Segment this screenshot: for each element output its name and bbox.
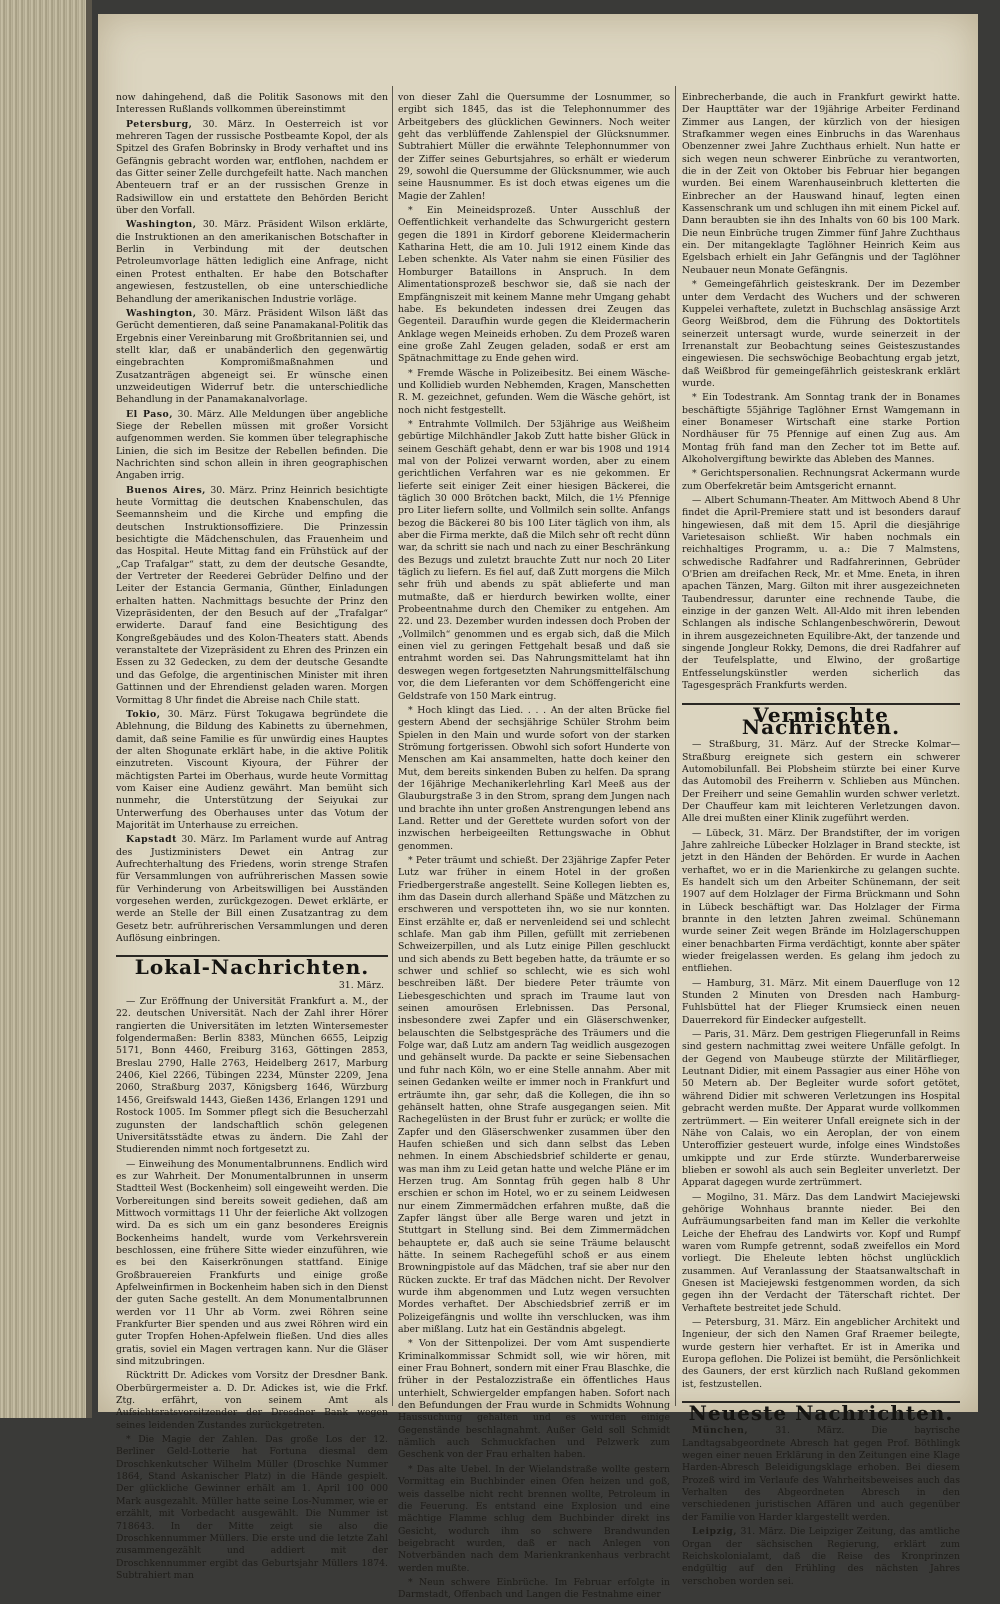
- article: * Die Magie der Zahlen. Das große Los der 12. Berliner Geld-Lotterie hat Fortuna diesmal dem Droschkenkutscher Wilhelm Müller (Droschke Nummer 1864, Stand Askanischer Platz) in die Hände gespielt. Der glückliche Gewinner erhält am 1. April 100 000 Mark ausgezahlt. Müller hatte seine Los-Nummer, wie er erzählt, mit Vorbedacht ausgewählt. Die Nummer ist 718643. In der Mitte zeigt sie also die Droschkennummer Müllers. Die erste und die letzte Zahl zusammengezählt und addiert mit der Droschkennummer ergibt das Geburtsjahr Müllers 1874. Subtrahiert man: [116, 1434, 388, 1581]
- article: [682, 1526, 960, 1588]
- dateline: Petersburg,: [126, 118, 193, 130]
- article: [116, 308, 388, 407]
- column-2: [398, 92, 670, 1604]
- article-text: 31. März. Die bayrische Landtagsabgeordnete Abresch hat gegen Prof. Böthlingk wegen einer neuen Erklärung in den Zeitungen eine Klage Harden-Abresch Beleidigungsklage erhoben. Bei diesem Prozeß wird im Verlaufe des Wahrheitsbeweises auch das Verhalten des Abgeordneten Abresch in den verschiedenen juristischen Affären und auch gegenüber der Familie von Harder klargestellt werden.: [682, 1425, 960, 1523]
- article-text: 30. März. Prinz Heinrich besichtigte heute Vormittag die deutschen Knabenschulen, das Seemannsheim und die Kirche und empfing die deutschen Instruktionsoffiziere. Die Prinzessin besichtigte die Mädchenschulen, das Frauenheim und das Hospital. Heute Mittag fand ein Frühstück auf der „Cap Trafalgar“ statt, zu dem der deutsche Gesandte, der Vertreter der Reederei Gebrüder Delfino und der Leiter der Estancia Germania, Günther, Einladungen erhalten hatten. Nachmittags besuchte der Prinz den Vizepräsidenten, der den Besuch auf der „Trafalgar“ erwiderte. Darauf fand eine Besichtigung des Kongreßgebäudes und des Kolon-Theaters statt. Abends veranstaltete der Vizepräsident zu Ehren des Prinzen ein Essen zu 32 Gedecken, zu dem der deutsche Gesandte und das Gefolge, die argentinischen Minister mit ihren Gattinnen und der Ehrendienst geladen waren. Morgen Vormittag 8 Uhr findet die Abreise nach Chile statt.: [116, 484, 388, 706]
- article-text: 31. März. Die Leipziger Zeitung, das amtliche Organ der sächsischen Regierung, erklärt zum Reichskolonialamt, daß die Reise des Kronprinzen endgültig auf den Frühling des nächsten Jahres verschoben worden sei.: [682, 1526, 960, 1587]
- dateline: El Paso,: [126, 408, 173, 420]
- section-heading-neueste: Neueste Nachrichten.: [682, 1401, 960, 1419]
- article: * Peter träumt und schießt. Der 23jährige Zapfer Peter Lutz war früher in einem Hotel in der großen Friedbergerstraße angestellt. Seine Kollegen liebten es, ihm das Dasein durch allerhand Späße und Mätzchen zu erschweren und verspotteten ihn, wo sie nur konnten. Einst erzählte er, daß er nervenleidend sei und schlecht schlafe. Man gab ihm Pillen, gefüllt mit zerriebenen Schweizerpillen, und als Lutz einige Pillen geschluckt und sich abends zu Bett begeben hatte, da träumte er so schwer und schlief so schlecht, wie es sich wohl beschreiben läßt. Der biedere Peter träumte von Liebesgeschichten und sprach im Traume laut von seinen amourösen Erlebnissen. Das Personal, insbesondere zwei Zapfer und ein Gläserschwenker, belauschten die Selbstgespräche des Träumers und die Folge war, daß Lutz am andern Tag weidlich ausgezogen und gehänselt wurde. Da packte er seine Siebensachen und fuhr nach Köln, wo er eine Stelle annahm. Aber mit seinen Gedanken weilte er immer noch in Frankfurt und erträumte ihn, gar sehr, daß die Kollegen, die ihn so gehänselt hatten, ohne Strafe ausgegangen seien. Mit Rachegelüsten in der Brust fuhr er zurück; er wollte die Zapfer und den Gläserschwenker zusammen über den Haufen schießen und sich dann selbst das Leben nehmen. In einem Abschiedsbrief schilderte er genau, was man ihm zu Leid getan hatte und welche Pläne er im Herzen trug. Am Sonntag früh gegen halb 8 Uhr erschien er schon im Hotel, wo er zu seinem Leidwesen nur einem Zimmermädchen erfahren mußte, daß die Zapfer längst über alle Berge waren und jetzt in Stuttgart in Stellung sind. Bei dem Zimmermädchen behauptete er, daß auch sie seine Träume belauscht hätte. In seinem Rachegefühl schoß er aus einem Browningpistole auf das Mädchen, traf sie aber nur den Rücken zuckte. Er traf das Mädchen nicht. Der Revolver wurde ihm abgenommen und Lutz wegen versuchten Mordes verhaftet. Der Abschiedsbrief zerriß er im Polizeigefängnis und wollte ihn verschlucken, was ihm aber mißlang. Lutz hat ein Geständnis abgelegt.: [398, 854, 670, 1336]
- section-heading-vermischte: Vermischte Nachrichten.: [682, 703, 960, 734]
- article: * Von der Sittenpolizei. Der vom Amt suspendierte Kriminalkommissar Schmidt soll, wie wir hören, mit einer Frau Bohnert, sondern mit einer Frau Blaschke, die früher in der Pestalozzistraße ein öffentliches Haus unterhielt, Schwiergelder empfangen haben. Sofort nach den Befundungen der Frau wurde in Schmidts Wohnung Haussuchung gehalten und es wurden einige Gegenstände beschlagnahmt. Außer Geld soll Schmidt nämlich auch Schmuckfachen und Pelzwerk zum Geschenk von der Frau erhalten haben.: [398, 1338, 670, 1461]
- article: [116, 409, 388, 483]
- article: * Ein Meineidsprozeß. Unter Ausschluß der Oeffentlichkeit verhandelte das Schwurgericht gestern gegen die 1891 in Kirdorf geborene Kleidermacherin Katharina Hett, die am 10. Juli 1912 einem Kinde das Leben schenkte. Als Vater nahm sie einen Füsilier des Homburger Bataillons in Anspruch. In dem Alimentationsprozeß beschwor sie, daß sie nach der Empfängniszeit mit keinem Manne mehr Umgang gehabt habe. Es bekundeten indessen drei Zeugen das Gegenteil. Daraufhin wurde gegen die Kleidermacherin Anklage wegen Meineids erhoben. Zu dem Prozeß waren eine große Zahl Zeugen geladen, sodaß er erst am Spätnachmittage zu Ende gehen wird.: [398, 205, 670, 365]
- dateline: Buenos Aires,: [126, 484, 206, 496]
- dateline: Tokio,: [126, 708, 161, 720]
- section-heading-lokal: Lokal-Nachrichten.: [116, 955, 388, 973]
- article: * Ein Todestrank. Am Sonntag trank der in Bonames beschäftigte 55jährige Taglöhner Ernst Wamgemann in einer Bonameser Wirtschaft eine starke Portion Nordhäuser für 75 Pfennige auf einen Zug aus. Am Montag früh fand man den Zecher tot im Bette auf. Alkoholvergiftung bewirkte das Ableben des Mannes.: [682, 392, 960, 465]
- column-rule: [392, 86, 393, 1406]
- article: — Zur Eröffnung der Universität Frankfurt a. M., der 22. deutschen Universität. Nach der Zahl ihrer Hörer rangierten die Universitäten im letzten Wintersemester folgendermaßen: Berlin 8383, München 6655, Leipzig 5171, Bonn 4460, Freiburg 3163, Göttingen 2853, Breslau 2790, Halle 2763, Heidelberg 2617, Marburg 2406, Kiel 2266, Tübingen 2234, Münster 2209, Jena 2060, Straßburg 2037, Königsberg 1646, Würzburg 1456, Greifswald 1443, Gießen 1436, Erlangen 1291 und Rostock 1005. Im Sommer pflegt sich die Besucherzahl zugunsten der landschaftlich schön gelegenen Universitätsstädte etwas zu ändern. Die Zahl der Studierenden nimmt noch fortgesetzt zu.: [116, 996, 388, 1156]
- article: — Mogilno, 31. März. Das dem Landwirt Maciejewski gehörige Wohnhaus brannte nieder. Bei den Aufräumungsarbeiten fand man im Keller die verkohlte Leiche der Ehefrau des Landwirts vor. Kopf und Rumpf waren vom Rumpfe getrennt, sodaß zweifellos ein Mord vorliegt. Die Eheleute lebten höchst unglücklich zusammen. Auf Veranlassung der Staatsanwaltschaft in Gnesen ist Maciejewski festgenommen worden, da sich gegen ihn der Verdacht der Täterschaft richtet. Der Verhaftete bestreitet jede Schuld.: [682, 1191, 960, 1314]
- article: * Das alte Uebel. In der Wielandstraße wollte gestern Vormittag ein Buchbinder einen Ofen heizen und goß, weis dasselbe nicht recht brennen wollte, Petroleum in die Feuerung. Es entstand eine Explosion und eine mächtige Flamme schlug dem Buchbinder direkt ins Gesicht, wodurch ihm so schwere Brandwunden beigebracht wurden, daß er nach Anlegen von Notverbänden nach dem Marienkrankenhaus verbracht werden mußte.: [398, 1463, 670, 1574]
- article-text: now dahingehend, daß die Politik Sasonows mit den Interessen Rußlands vollkommen übereinstimmt: [116, 92, 388, 116]
- section-date: 31. März.: [338, 979, 384, 991]
- article: [116, 92, 388, 117]
- article-text: 30. März. Im Parlament wurde auf Antrag des Justizministers Dewet ein Antrag zur Aufrechterhaltung des Friedens, worin strenge Strafen für Versammlungen von aufrührerischen Massen sowie für Verhinderung von Arbeitswilligen bei Ausständen vorgesehen werden, zurückgezogen. Dewet erklärte, er werde an Stelle der Bill einen Zusatzantrag zu dem Gesetz betr. aufrührerischen Versammlungen und deren Auflösung einbringen.: [116, 834, 388, 945]
- article-text: 30. März. Fürst Tokugawa begründete die Ablehnung, die Bildung des Kabinetts zu übernehmen, damit, daß seine Familie es für unwürdig eines Hauptes der alten Shogunate erklärt habe, in die aktive Politik einzutreten. Viscount Kiyoura, der Führer der mächtigsten Partei im Oberhaus, wurde heute Vormittag vom Kaiser eine Audienz gewährt. Man bemüht sich nunmehr, die Unterstützung der Seiyukai zur Unterwerfung des Oberhauses unter das Votum der Majorität im Unterhause zu erreichen.: [116, 708, 388, 831]
- article: * Gemeingefährlich geisteskrank. Der im Dezember unter dem Verdacht des Wuchers und der schweren Kuppelei verhaftete, zuletzt in Buchschlag ansässige Arzt Georg Weißbrod, dem die Führung des Doktortitels seinerzeit untersagt wurde, wurde seinerzeit in der Irrenanstalt zur Beobachtung seines Geisteszustandes eingewiesen. Die sechswöchige Beobachtung ergab jetzt, daß Weißbrod für gemeingefährlich geisteskrank erklärt wurde.: [682, 279, 960, 389]
- article: — Petersburg, 31. März. Ein angeblicher Architekt und Ingenieur, der sich den Namen Graf Rraemer beilegte, wurde gestern hier verhaftet. Er ist in Amerika und Europa geflohen. Die Polizei ist bemüht, die Persönlichkeit des Gauners, der erst kürzlich nach Rußland gekommen ist, festzustellen.: [682, 1317, 960, 1390]
- article-text: 30. März. In Oesterreich ist vor mehreren Tagen der russische Postbeamte Kopol, der als Spitzel des Grafen Bobrinsky in Brody verhaftet und ins Gefängnis gebracht worden war, entflohen, nachdem er das Gitter seiner Zelle durchgefeilt hatte. Nach manchen Abenteuern traf er an der russischen Grenze in Radsiwillow ein und erstattete den Behörden Bericht über den Vorfall.: [116, 118, 388, 217]
- article: — Straßburg, 31. März. Auf der Strecke Kolmar—Straßburg ereignete sich gestern ein schwerer Automobilunfall. Bei Plobsheim stürzte bei einer Kurve das Automobil des Freiherrn v. Schlieben aus München. Der Freiherr und seine Gemahlin wurden schwer verletzt. Der Chauffeur kam mit leichteren Verletzungen davon. Alle drei mußten einer Klinik zugeführt werden.: [682, 739, 960, 825]
- article: [682, 1425, 960, 1524]
- article: Rücktritt Dr. Adickes vom Vorsitz der Dresdner Bank. Oberbürgermeister a. D. Dr. Adickes ist, wie die Frkf. Ztg. erfährt, von seinem Amt als Aufsichtsratsvorsitzender der Dresdner Bank wegen seines leidenden Zustandes zurückgetreten.: [116, 1370, 388, 1431]
- article: von dieser Zahl die Quersumme der Losnummer, so ergibt sich 1845, das ist die Telephonnummer des Arbeitgebers des glücklichen Gewinners. Noch weiter geht das verblüffende Zahlenspiel der Glücksnummer. Subtrahiert Müller die erwähnte Telephonnummer von der Ziffer seines Geburtsjahres, so erhält er wiederum 29, sowohl die Quersumme der Glücksnummer, wie auch seine Hausnummer. Es ist doch etwas eigenes um die Magie der Zahlen!: [398, 92, 670, 202]
- article: — Einweihung des Monumentalbrunnens. Endlich wird es zur Wahrheit. Der Monumentalbrunnen in unserm Stadtteil West (Bockenheim) soll eingeweiht werden. Die Vorbereitungen sind bereits soweit gediehen, daß am Mittwoch vormittags 11 Uhr der feierliche Akt vollzogen wird. Da es sich um ein ganz besonderes Ereignis Bockenheims handelt, wurde vom Verkehrsverein beschlossen, eine frühere Sitte wieder einzuführen, wie es bei den Kaiserkrönungen stattfand. Einige Großbrauereien Frankfurts und einige große Apfelweinfirmen in Bockenheim haben sich in den Dienst der guten Sache gestellt. An dem Monumentalbrunnen werden vor 11 Uhr ab Vorm. zwei Röhren seine Frankfurter Bier spenden und aus zwei Röhren wird ein guter Tropfen Hohen-Apfelwein fließen. Und dies alles gratis, soviel ein Magen vertragen kann. Nur die Gläser sind mitzubringen.: [116, 1158, 388, 1368]
- article: [116, 219, 388, 305]
- column-3: [682, 92, 960, 1590]
- dateline: Washington,: [126, 219, 197, 231]
- article: [116, 834, 388, 945]
- article: — Hamburg, 31. März. Mit einem Dauerfluge von 12 Stunden 2 Minuten von Dresden nach Hamburg-Fuhlsbüttel hat der Flieger Krumsieck einen neuen Dauerrekord für Eindecker aufgestellt.: [682, 977, 960, 1026]
- article-text: 30. März. Präsident Wilson läßt das Gerücht dementieren, daß seine Panamakanal-Politik das Ergebnis einer Vereinbarung mit Großbritannien sei, und stellt klar, daß er unabänderlich den gegenwärtig eingebrachten Kompromißmaßnahmen und Zusatzanträgen abgeneigt sei. Er wünsche einen unzweideutigen Widerruf betr. die unterschiedliche Behandlung in der Panamakanalvorlage.: [116, 307, 388, 406]
- article-text: 30. März. Alle Meldungen über angebliche Siege der Rebellen müssen mit großer Vorsicht aufgenommen werden. Sie kommen über telegraphische Linien, die sich im Besitze der Rebellen befinden. Die Nachrichten sind schon allein in ihren geographischen Angaben irrig.: [116, 408, 388, 482]
- article: Einbrecherbande, die auch in Frankfurt gewirkt hatte. Der Haupttäter war der 19jährige Arbeiter Ferdinand Zimmer aus Langen, der kürzlich von der hiesigen Strafkammer wegen eines Einbruchs in das Warenhaus Obenzenner zwei Jahre Zuchthaus erhielt. Nun hatte er sich wegen neun schwerer Einbrüche zu verantworten, die in der Zeit von Oktober bis Februar hier begangen wurden. Bei einem Warenhauseinbruch kletterten die Einbrecher an der Hauswand hinauf, legten einen Kassenschrank um und schlugen ihn mit einem Pickel auf. Dann beraubten sie ihn des Inhalts von 60 bis 100 Mark. Die neun Einbrüche trugen Zimmer fünf Jahre Zuchthaus ein. Der mitangeklagte Taglöhner Heinrich Keim aus Egelsbach erhielt ein Jahr Gefängnis und der Taglöhner Neubauer neun Monate Gefängnis.: [682, 92, 960, 276]
- article: * Entrahmte Vollmilch. Der 53jährige aus Weißheim gebürtige Milchhändler Jakob Zutt hatte bisher Glück in seinem Geschäft gehabt, denn er war bis 1908 und 1914 mal von der Polizei verwarnt worden, aber zu einem gerichtlichen Verfahren war es nie gekommen. Er lieferte seit einiger Zeit einer hiesigen Bäckerei, die täglich 30 000 Brötchen backt, Milch, die 1½ Pfennige pro Liter liefern sollte, und Vollmilch sein sollte. Anfangs bezog die Bäckerei 80 bis 100 Liter täglich von ihm, als aber die Firma merkte, daß die Milch sehr oft recht dünn war, da schritt sie nach und nach zu einer Beschränkung des Bezugs und zuletzt brauchte Zutt nur noch 20 Liter täglich zu liefern. Es fiel auf, daß Zutt morgens die Milch sehr früh und abends zu spät ablieferte und man mutmaßte, daß er hierdurch bewirken wollte, einer Probeentnahme durch den Chemiker zu entgehen. Am 22. und 23. Dezember wurden indessen doch Proben der „Vollmilch“ genommen und es ergab sich, daß die Milch einen viel zu geringen Fettgehalt besaß und daß sie entrahmt worden sei. Das Nahrungsmittelamt hat ihn deswegen wegen fortgesetzten Nahrungsmittelfälschung vor, die dem Lieferanten vor dem Schöffengericht eine Geldstrafe von 150 Mark eintrug.: [398, 418, 670, 702]
- article: — Albert Schumann-Theater. Am Mittwoch Abend 8 Uhr findet die April-Premiere statt und ist besonders darauf hingewiesen, daß mit dem 15. April die diesjährige Varietesaison schließt. Wir haben nochmals ein reichhaltiges Programm, u. a.: Die 7 Malmstens, schwedische Radfahrer und Radfahrerinnen, Gebrüder O'Brien am dreifachen Reck, Mr. et Mme. Eneta, in ihren apachen Tänzen, Marg. Gilton mit ihrer ausgezeichneten Taubendressur, darunter eine rechnende Taube, die einzige in der ganzen Welt. All-Aldo mit ihren lebenden Schlangen als indische Schlangenbeschwörerin, Dewout in ihrem ausgezeichneten Equilibre-Akt, der tanzende und singende Jongleur Rokky, Demons, die drei Radfahrer auf der Teufelsplatte, und Elwino, der großartige Entfesselungskünstler werden sicherlich das Tagesgespräch Frankfurts werden.: [682, 495, 960, 692]
- article: * Neun schwere Einbrüche. Im Februar erfolgte in Darmstadt, Offenbach und Langen die Festnahme einer: [398, 1576, 670, 1601]
- column-rule: [675, 86, 676, 1406]
- dateline: Kapstadt: [126, 834, 177, 846]
- article: * Gerichtspersonalien. Rechnungsrat Ackermann wurde zum Oberfekretär beim Amtsgericht ernannt.: [682, 468, 960, 492]
- column-1: [116, 92, 388, 1584]
- newspaper-page: [98, 14, 978, 1601]
- article-text: 30. März. Präsident Wilson erklärte, die Instruktionen an den amerikanischen Botschafter in Berlin in Verbindung mit der deutschen Petroleumvorlage hätten lediglich eine Anfrage, nicht einen Protest enthalten. Er habe den Botschafter angewiesen, festzustellen, ob eine unterschiedliche Behandlung der amerikanischen Industrie vorläge.: [116, 219, 388, 305]
- dateline: München,: [692, 1425, 749, 1437]
- dateline: Washington,: [126, 307, 197, 319]
- dateline: Leipzig,: [692, 1526, 738, 1538]
- article: [116, 485, 388, 707]
- article: * Fremde Wäsche in Polizeibesitz. Bei einem Wäsche- und Kollidieb wurden Nebhemden, Kragen, Manschetten R. M. gezeichnet, gefunden. Wem die Wäsche gehört, ist noch nicht festgestellt.: [398, 367, 670, 416]
- article: [116, 709, 388, 832]
- article: — Paris, 31. März. Dem gestrigen Fliegerunfall in Reims sind gestern nachmittag zwei weitere Unfälle gefolgt. In der Gegend von Maubeuge stürzte der Militärflieger, Leutnant Didier, mit einem Passagier aus einer Höhe von 50 Metern ab. Der Begleiter wurde sofort getötet, während Didier mit schweren Verletzungen ins Hospital gebracht werden mußte. Der Apparat wurde vollkommen zertrümmert. — Ein weiterer Unfall ereignete sich in der Nähe von Calais, wo ein Aeroplan, der von einem Unteroffizier gesteuert wurde, infolge eines Windstoßes umkippte und zur Erde stürzte. Wunderbarerweise blieben er sowohl als auch sein Begleiter unverletzt. Der Apparat dagegen wurde zertrümmert.: [682, 1029, 960, 1189]
- book-page-edges: [0, 0, 92, 1418]
- article: [116, 119, 388, 218]
- article: * Hoch klingt das Lied. . . . An der alten Brücke fiel gestern Abend der sechsjährige Schüler Strohm beim Spielen in den Main und wurde sofort von der starken Strömung fortgerissen. Obwohl sich sofort Hunderte von Menschen am Kai ansammelten, hatte doch keiner den Mut, dem bereits sinkenden Buben zu helfen. Da sprang der 16jährige Mechanikerlehrling Karl Meeß aus der Glauburgstraße 3 in den Strom, sprang dem Jungen nach und brachte ihn unter großen Anstrengungen lebend ans Land. Retter und der Gerettete wurden sofort von der inzwischen herbeigeeilten Rettungswache in Obhut genommen.: [398, 704, 670, 852]
- article: — Lübeck, 31. März. Der Brandstifter, der im vorigen Jahre zahlreiche Lübecker Holzlager in Brand steckte, ist jetzt in den Händen der Behörden. Er wurde in Aachen verhaftet, wo er in die Marienkirche zu gelangen suchte. Es handelt sich um den Arbeiter Schünemann, der seit 1907 auf dem Holzlager der Firma Brückmann und Sohn in Lübeck beschäftigt war. Das Holzlager der Firma brannte in den letzten Jahren zweimal. Schünemann wurde seiner Zeit wegen Brände im Holzlagerschuppen einer benachbarten Firma verdächtigt, konnte aber später wieder freigelassen werden. Es gelang ihm jedoch zu entfliehen.: [682, 827, 960, 975]
